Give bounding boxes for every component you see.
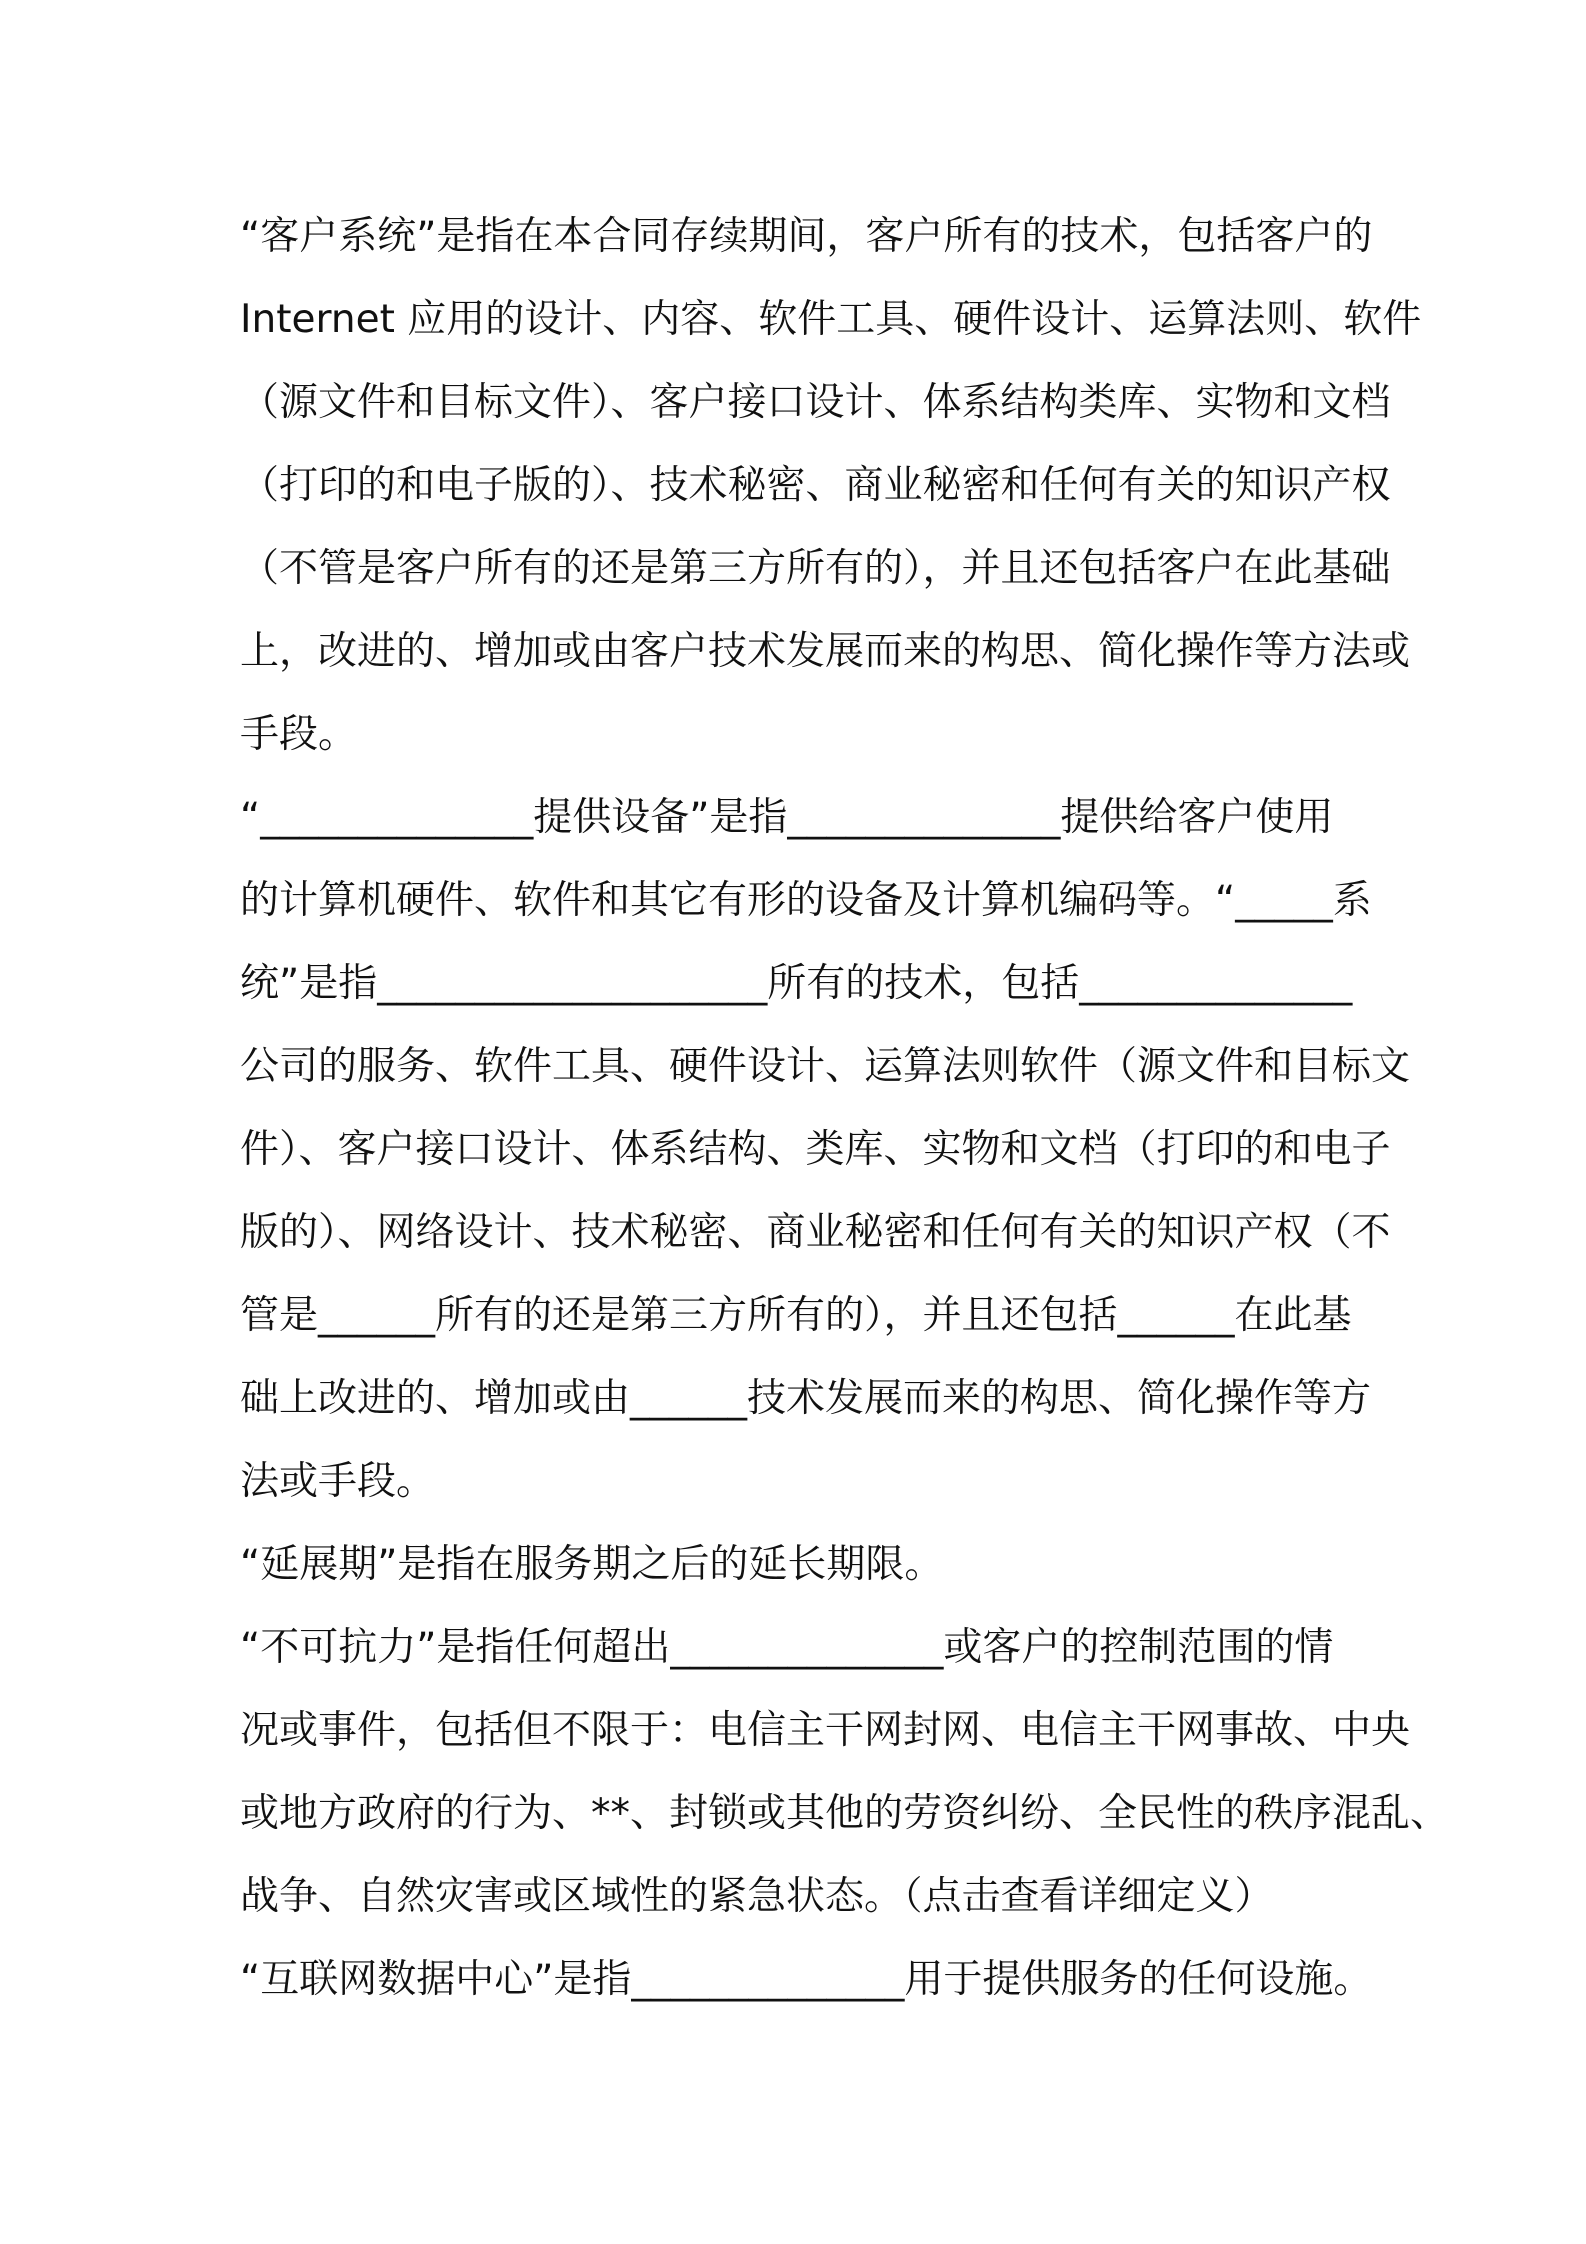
document-body [240, 195, 1450, 2021]
text-line: 上，改进的、增加或由客户技术发展而来的构思、简化操作等方法或 [240, 629, 1411, 674]
text-line: Internet 应用的设计、内容、软件工具、硬件设计、运算法则、软件 [240, 297, 1422, 342]
text-line: 手段。 [240, 712, 358, 757]
text-line: 或地方政府的行为、**、封锁或其他的劳资纠纷、全民性的秩序混乱、 [240, 1791, 1450, 1836]
text-line: 的计算机硬件、软件和其它有形的设备及计算机编码等。“_____系 [240, 878, 1372, 923]
text-line: “互联网数据中心”是指______________用于提供服务的任何设施。 [240, 1957, 1373, 2002]
text-line: 础上改进的、增加或由______技术发展而来的构思、简化操作等方 [240, 1376, 1372, 1421]
text-line: 件）、客户接口设计、体系结构、类库、实物和文档（打印的和电子 [240, 1127, 1391, 1172]
text-line: 管是______所有的还是第三方所有的），并且还包括______在此基 [240, 1293, 1352, 1338]
text-line: “______________提供设备”是指______________提供给客户使用 [240, 795, 1334, 840]
text-line: “客户系统”是指在本合同存续期间，客户所有的技术，包括客户的 [240, 214, 1373, 259]
text-line: （源文件和目标文件）、客户接口设计、体系结构类库、实物和文档 [240, 380, 1391, 425]
text-line: “不可抗力”是指任何超出______________或客户的控制范围的情 [240, 1625, 1334, 1670]
text-line: 公司的服务、软件工具、硬件设计、运算法则软件（源文件和目标文 [240, 1044, 1411, 1089]
text-line: （打印的和电子版的）、技术秘密、商业秘密和任何有关的知识产权 [240, 463, 1391, 508]
text-line: 版的）、网络设计、技术秘密、商业秘密和任何有关的知识产权（不 [240, 1210, 1391, 1255]
text-line: 统”是指____________________所有的技术，包括______________ [240, 961, 1353, 1006]
text-line: “延展期”是指在服务期之后的延长期限。 [240, 1542, 944, 1587]
text-line: 战争、自然灾害或区域性的紧急状态。（点击查看详细定义） [240, 1874, 1274, 1919]
text-line: 况或事件，包括但不限于：电信主干网封网、电信主干网事故、中央 [240, 1708, 1411, 1753]
text-line: （不管是客户所有的还是第三方所有的），并且还包括客户在此基础 [240, 546, 1391, 591]
text-line: 法或手段。 [240, 1459, 436, 1504]
